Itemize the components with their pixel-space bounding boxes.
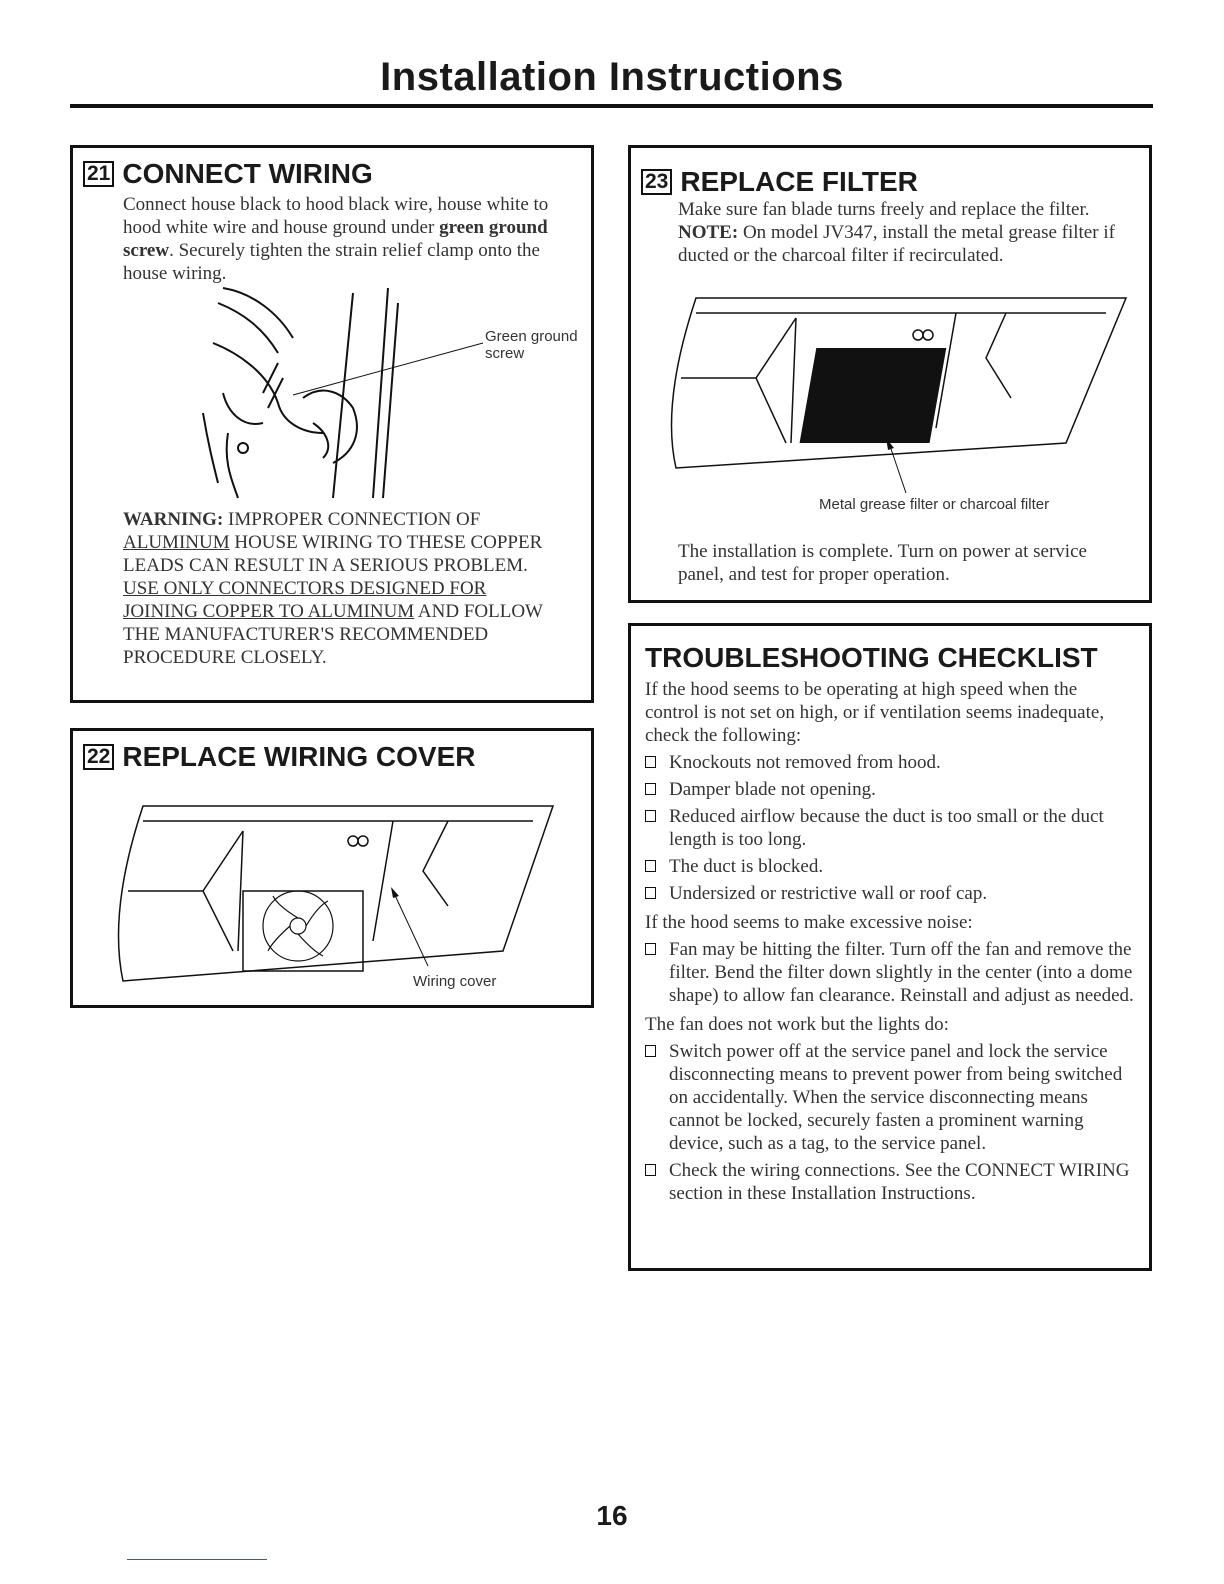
step-number-22: 22 bbox=[83, 744, 114, 770]
checklist-item bbox=[645, 778, 1135, 801]
checklist-3 bbox=[645, 1040, 1135, 1205]
warning-underline-2: USE ONLY CONNECTORS DESIGNED FOR JOINING COPPER TO ALUMINUM bbox=[123, 578, 487, 622]
warning-underline-1: ALUMINUM bbox=[123, 532, 230, 553]
checklist-item bbox=[645, 751, 1135, 774]
green-ground-screw-emphasis: green ground screw bbox=[123, 217, 548, 261]
connect-wiring-heading: CONNECT WIRING bbox=[122, 158, 373, 189]
connect-wiring-text bbox=[123, 193, 578, 285]
connect-wiring-text-1: Connect house black to hood black wire, house white to hood white wire and house ground under bbox=[123, 194, 549, 238]
connect-wiring-section bbox=[70, 145, 594, 703]
troubleshooting-intro-1: If the hood seems to be operating at high speed when the control is not set on high, or if ventilation seems inadequate, check the following: bbox=[645, 679, 1105, 746]
checkbox-icon bbox=[645, 1164, 656, 1176]
checklist-item bbox=[645, 938, 1135, 1007]
checklist-item bbox=[645, 1040, 1135, 1155]
connect-wiring-text-2: . Securely tighten the strain relief clamp onto the house wiring. bbox=[123, 240, 540, 284]
connect-wiring-illustration bbox=[183, 283, 563, 503]
checkbox-icon bbox=[645, 943, 656, 955]
troubleshooting-body bbox=[645, 678, 1135, 1205]
checklist-item bbox=[645, 805, 1135, 851]
checkbox-icon bbox=[645, 1045, 656, 1057]
checkbox-icon bbox=[645, 887, 656, 899]
vent-icon bbox=[348, 836, 368, 846]
note-label: NOTE: bbox=[678, 222, 739, 243]
replace-filter-text bbox=[678, 198, 1138, 267]
troubleshooting-heading: TROUBLESHOOTING CHECKLIST bbox=[645, 642, 1098, 673]
title-rule bbox=[70, 104, 1153, 108]
step-number-21: 21 bbox=[83, 161, 114, 187]
vent-icon bbox=[913, 330, 933, 340]
checklist-item-text: Switch power off at the service panel and lock the service disconnecting means to prevent power from being switched on accidentally. When the service disconnecting means cannot be locked, securely fasten a prominent warning device, such as a tag, to the service panel. bbox=[669, 1041, 1123, 1154]
step-number-23: 23 bbox=[641, 169, 672, 195]
fan-icon bbox=[263, 891, 333, 961]
replace-wiring-cover-section bbox=[70, 728, 594, 1008]
checklist-item-text: Knockouts not removed from hood. bbox=[669, 752, 941, 773]
checkbox-icon bbox=[645, 860, 656, 872]
checklist-item-text: Undersized or restrictive wall or roof cap. bbox=[669, 883, 988, 904]
warning-label: WARNING: bbox=[123, 509, 224, 530]
replace-wiring-cover-header bbox=[83, 741, 476, 773]
checklist-item-text: Damper blade not opening. bbox=[669, 779, 876, 800]
checkbox-icon bbox=[645, 756, 656, 768]
filter-callout: Metal grease filter or charcoal filter bbox=[819, 496, 1050, 513]
checkbox-icon bbox=[645, 810, 656, 822]
checklist-item bbox=[645, 1159, 1135, 1205]
connect-wiring-warning bbox=[123, 508, 553, 669]
replace-filter-section bbox=[628, 145, 1152, 603]
checklist-item-text: The duct is blocked. bbox=[669, 856, 824, 877]
replace-wiring-cover-heading: REPLACE WIRING COVER bbox=[122, 741, 476, 772]
filter-illustration bbox=[656, 293, 1136, 493]
page-number: 16 bbox=[596, 1500, 628, 1531]
replace-filter-header bbox=[641, 166, 918, 198]
replace-filter-heading: REPLACE FILTER bbox=[680, 166, 918, 197]
warning-text-1: IMPROPER CONNECTION OF bbox=[223, 509, 481, 530]
installation-complete-text: The installation is complete. Turn on power at service panel, and test for proper operation. bbox=[678, 541, 1087, 585]
checklist-item-text: Fan may be hitting the filter. Turn off the fan and remove the filter. Bend the filter down slightly in the center (into a dome shape) to allow fan clearance. Reinstall and adjust as needed. bbox=[669, 939, 1134, 1006]
replace-filter-text-2: On model JV347, install the metal grease filter if ducted or the charcoal filter if recirculated. bbox=[678, 222, 1115, 266]
checklist-item-text: Reduced airflow because the duct is too small or the duct length is too long. bbox=[669, 806, 1104, 850]
green-ground-screw-callout: Green ground screw bbox=[485, 328, 578, 362]
warning-text-2: HOUSE WIRING TO THESE COPPER LEADS CAN RESULT IN A SERIOUS PROBLEM. bbox=[123, 532, 543, 576]
checklist-2 bbox=[645, 938, 1135, 1007]
checklist-item-text: Check the wiring connections. See the CONNECT WIRING section in these Installation Instructions. bbox=[669, 1160, 1130, 1204]
checklist-item bbox=[645, 855, 1135, 878]
footer-link-line bbox=[127, 1559, 267, 1560]
connect-wiring-header bbox=[83, 158, 373, 190]
troubleshooting-section bbox=[628, 623, 1152, 1271]
wiring-cover-callout: Wiring cover bbox=[413, 973, 497, 990]
warning-text-3: AND FOLLOW THE MANUFACTURER'S RECOMMENDED PROCEDURE CLOSELY. bbox=[123, 601, 543, 668]
page-title: Installation Instructions bbox=[380, 55, 844, 99]
troubleshooting-intro-2: If the hood seems to make excessive noise: bbox=[645, 912, 973, 933]
checklist-item bbox=[645, 882, 1135, 905]
checklist-1 bbox=[645, 751, 1135, 905]
troubleshooting-intro-3: The fan does not work but the lights do: bbox=[645, 1014, 949, 1035]
replace-filter-text-1: Make sure fan blade turns freely and replace the filter. bbox=[678, 199, 1090, 220]
checkbox-icon bbox=[645, 783, 656, 795]
wiring-cover-illustration bbox=[103, 801, 573, 991]
